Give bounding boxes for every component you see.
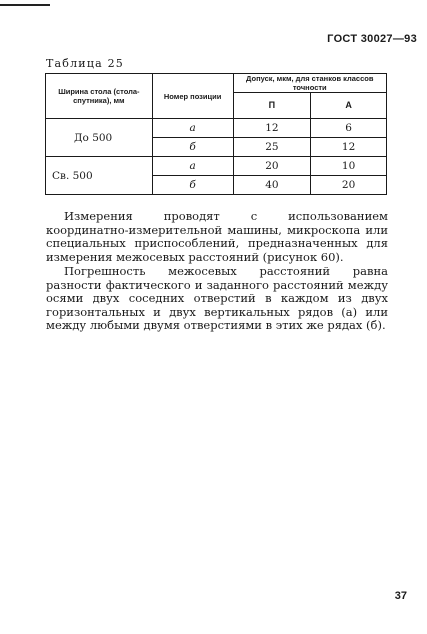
cell-position: б (152, 176, 233, 195)
header-class-p: П (233, 93, 311, 119)
cell-class-p: 20 (233, 157, 311, 176)
cell-class-a: 10 (311, 157, 387, 176)
header-class-a: А (311, 93, 387, 119)
cell-class-a: 12 (311, 138, 387, 157)
cell-position: а (152, 119, 233, 138)
paragraph-measurement-text: Измерения проводят с использованием координатно-измерительной машины, микроскопа или специальных приспособлений, предназначенных для измерения межосевых расстояний (рисунок 60). (46, 209, 388, 264)
cell-width: Св. 500 (46, 157, 153, 195)
tolerance-table (45, 73, 387, 195)
header-position-number: Номер позиции (152, 74, 233, 119)
paragraph-error-text: Погрешность межосевых расстояний равна разности фактического и заданного расстояний между осями двух соседних отверстий в каждом из двух горизонтальных и двух вертикальных рядов (а) или между любыми двумя отверстиями в этих же рядах (б). (46, 264, 388, 332)
paragraph-measurement (46, 210, 388, 264)
table-row (46, 119, 387, 138)
page-number: 37 (394, 590, 407, 602)
cell-position: а (152, 157, 233, 176)
cell-class-p: 40 (233, 176, 311, 195)
table-caption: Таблица 25 (46, 57, 124, 70)
cell-class-p: 25 (233, 138, 311, 157)
cell-class-a: 6 (311, 119, 387, 138)
header-rule (0, 4, 50, 6)
header-tolerance: Допуск, мкм, для станков классов точности (233, 74, 386, 93)
cell-class-a: 20 (311, 176, 387, 195)
paragraph-error (46, 265, 388, 333)
document-number: ГОСТ 30027—93 (327, 33, 417, 45)
cell-width: До 500 (46, 119, 153, 157)
cell-class-p: 12 (233, 119, 311, 138)
header-table-width: Ширина стола (стола-спутника), мм (46, 74, 153, 119)
table-row (46, 157, 387, 176)
cell-position: б (152, 138, 233, 157)
